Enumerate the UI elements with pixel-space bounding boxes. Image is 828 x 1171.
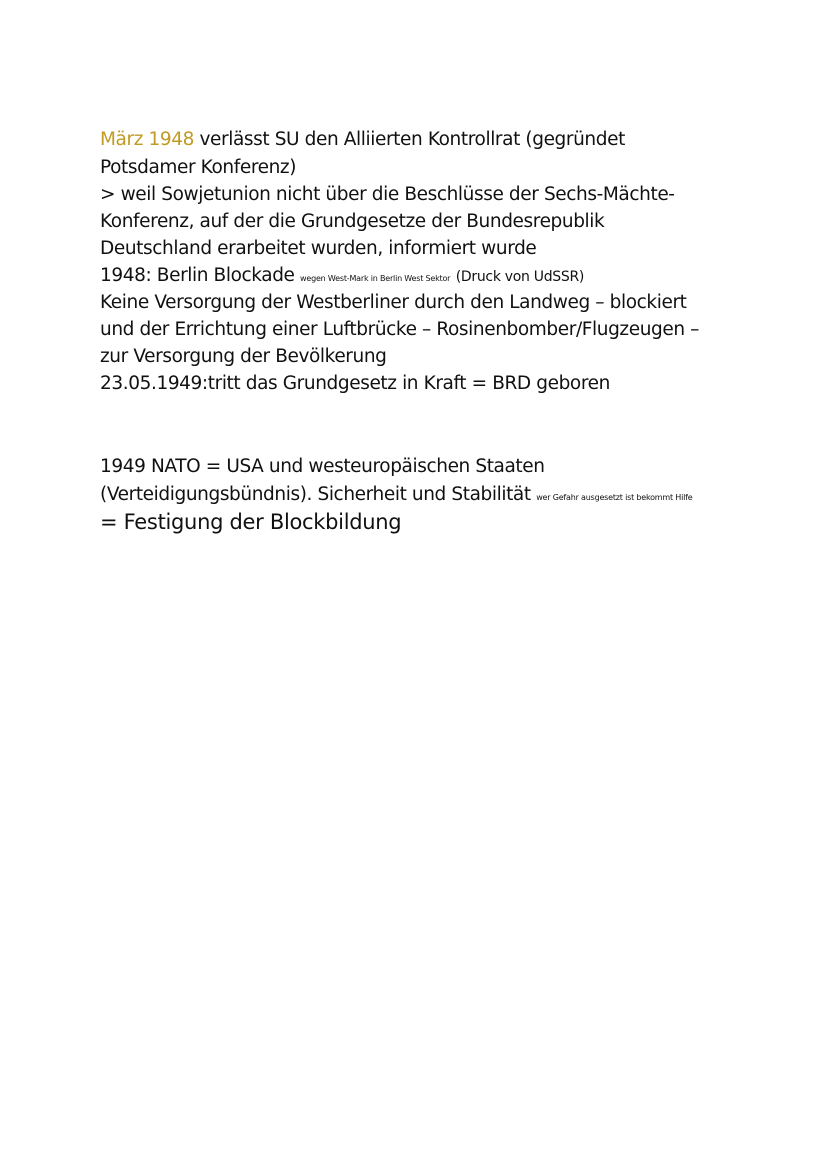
text-line: Deutschland erarbeitet wurden, informiert wurde: [100, 238, 537, 259]
text-segment: verlässt SU den Alliierten Kontrollrat (gegründet: [193, 129, 625, 150]
text-line: 1949 NATO = USA und westeuropäischen Staaten: [100, 456, 545, 477]
text-line: und der Errichtung einer Luftbrücke – Rosinenbomber/Flugzeugen –: [100, 319, 700, 340]
annotation-small: wer Gefahr ausgesetzt ist bekommt Hilfe: [536, 493, 693, 502]
text-line: [100, 264, 584, 291]
conclusion-line: = Festigung der Blockbildung: [100, 510, 402, 534]
text-line: Konferenz, auf der die Grundgesetze der Bundesrepublik: [100, 211, 605, 232]
text-line: Potsdamer Konferenz): [100, 157, 297, 178]
date-highlight: März 1948: [100, 129, 194, 150]
annotation-medium: (Druck von UdSSR): [455, 269, 585, 285]
text-segment: (Verteidigungsbündnis). Sicherheit und Stabilität: [100, 484, 531, 505]
text-line: [100, 483, 692, 510]
text-line: Keine Versorgung der Westberliner durch den Landweg – blockiert: [100, 292, 687, 313]
text-line: zur Versorgung der Bevölkerung: [100, 346, 387, 367]
text-line: > weil Sowjetunion nicht über die Beschlüsse der Sechs-Mächte-: [100, 184, 675, 205]
text-segment: 1948: Berlin Blockade: [100, 265, 295, 286]
text-line: [100, 128, 625, 152]
annotation-small: wegen West-Mark in Berlin West Sektor: [300, 274, 451, 283]
text-line: 23.05.1949:tritt das Grundgesetz in Kraft = BRD geboren: [100, 373, 610, 394]
